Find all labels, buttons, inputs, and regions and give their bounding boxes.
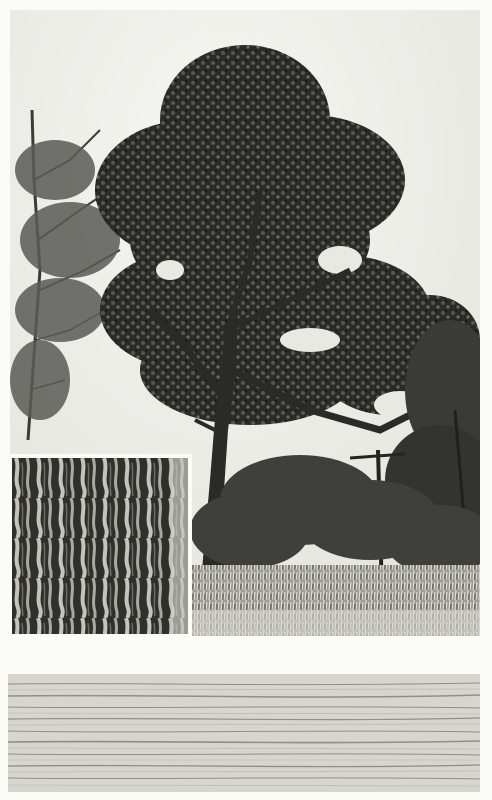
wood-grain-sample bbox=[8, 674, 480, 792]
bark-detail-inset bbox=[8, 454, 192, 638]
bark-texture bbox=[12, 458, 188, 634]
wood-grain-texture bbox=[8, 674, 480, 792]
